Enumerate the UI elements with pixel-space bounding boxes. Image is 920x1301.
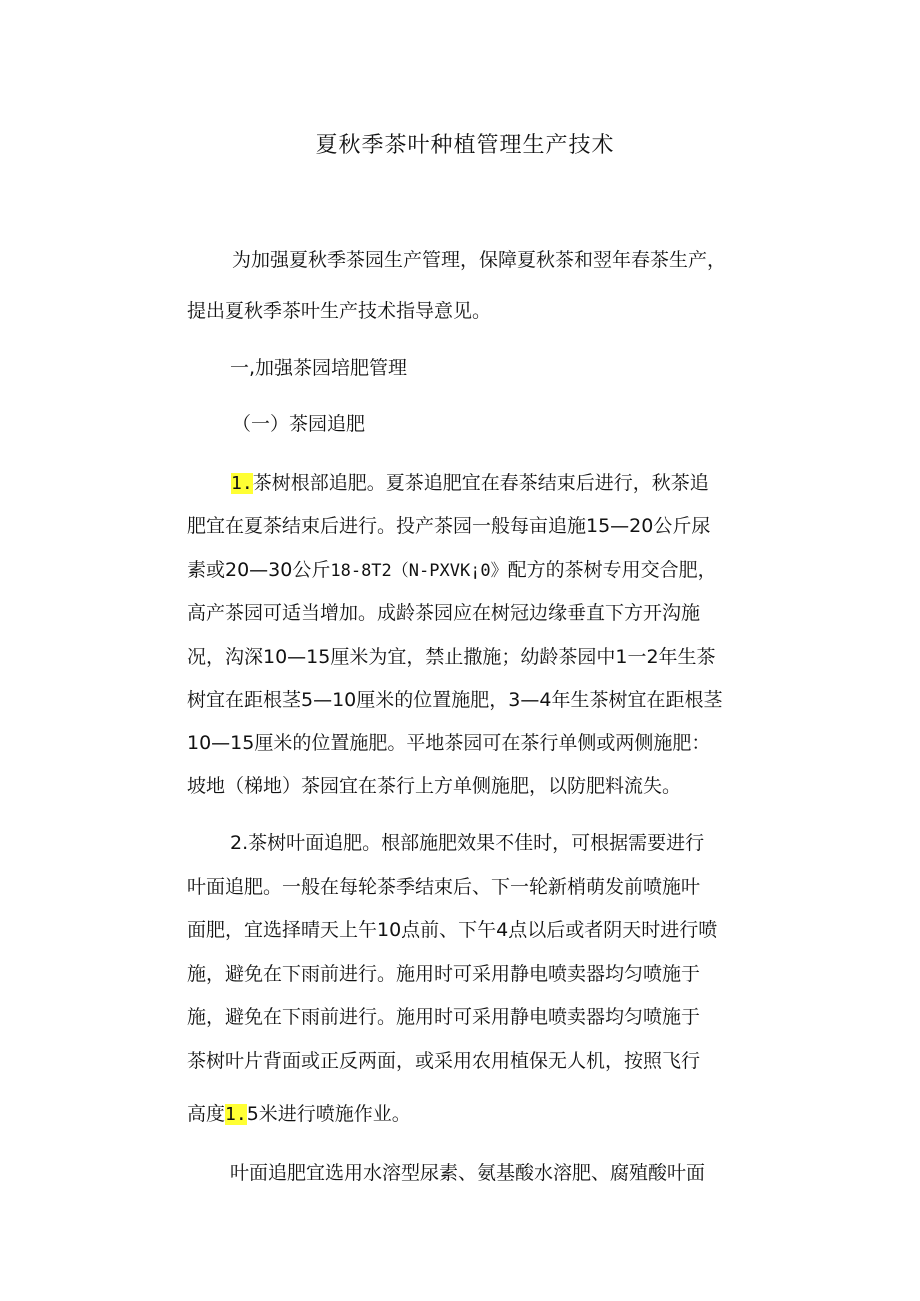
para1-line-3-tail: 配方的茶树专用交合肥， (507, 559, 717, 581)
para1-line-8: 坡地（梯地）茶园宜在茶行上方单侧施肥，以防肥料流失。 (187, 775, 682, 797)
para2-last-prefix: 高度 (187, 1103, 226, 1125)
fertilizer-formula: 18-8T2（N-PXVK¡0》 (330, 561, 508, 581)
para2-line-4: 施，避免在下雨前进行。施用时可采用静电喷卖器均匀喷施于 (187, 963, 701, 985)
para1-line-3-head: 素或20—30公斤 (187, 559, 331, 581)
para2-line-5: 施，避免在下雨前进行。施用时可采用静电喷卖器均匀喷施于 (187, 1006, 701, 1028)
section-heading: 一,加强茶园培肥管理 (230, 357, 408, 379)
para1-line-5: 况，沟深10—15厘米为宜，禁止撒施；幼龄茶园中1一2年生茶 (187, 646, 716, 668)
para2-line-7 (187, 1100, 411, 1129)
para2-line-1: 2.茶树叶面追肥。根部施肥效果不佳时，可根据需要进行 (230, 832, 705, 854)
document-title: 夏秋季茶叶种植管理生产技术 (315, 133, 615, 158)
para1-line-7: 10—15厘米的位置施肥。平地茶园可在茶行单侧或两侧施肥： (187, 732, 711, 754)
para1-line-6: 树宜在距根茎5—10厘米的位置施肥，3—4年生茶树宜在距根茎 (187, 689, 723, 711)
intro-line-1: 为加强夏秋季茶园生产管理，保障夏秋茶和翌年春茶生产， (232, 249, 727, 271)
para2-line-2: 叶面追肥。一般在每轮茶季结束后、下一轮新梢萌发前喷施叶 (187, 876, 701, 898)
para3-line-1: 叶面追肥宜选用水溶型尿素、氨基酸水溶肥、腐殖酸叶面 (230, 1162, 706, 1184)
para1-line-1-text: 茶树根部追肥。夏茶追肥宜在春茶结束后进行，秋茶追 (252, 472, 709, 494)
intro-line-2: 提出夏秋季茶叶生产技术指导意见。 (187, 300, 492, 322)
highlighted-number: 1. (231, 473, 253, 494)
para2-line-3: 面肥，宜选择晴天上午10点前、下午4点以后或者阴天时进行喷 (187, 919, 718, 941)
para1-line-2: 肥宜在夏茶结束后进行。投产茶园一般每亩追施15—20公斤尿 (187, 515, 711, 537)
subsection-heading: （一）茶园追肥 (232, 413, 366, 435)
para1-line-1 (231, 469, 709, 498)
para2-line-6: 茶树叶片背面或正反两面，或采用农用植保无人机，按照飞行 (187, 1050, 701, 1072)
para2-last-rest: 5米进行喷施作业。 (246, 1103, 411, 1125)
para1-line-3 (187, 556, 717, 585)
para1-line-4: 高产茶园可适当增加。成龄茶园应在树冠边缘垂直下方开沟施 (187, 602, 701, 624)
highlighted-number: 1. (225, 1104, 247, 1125)
